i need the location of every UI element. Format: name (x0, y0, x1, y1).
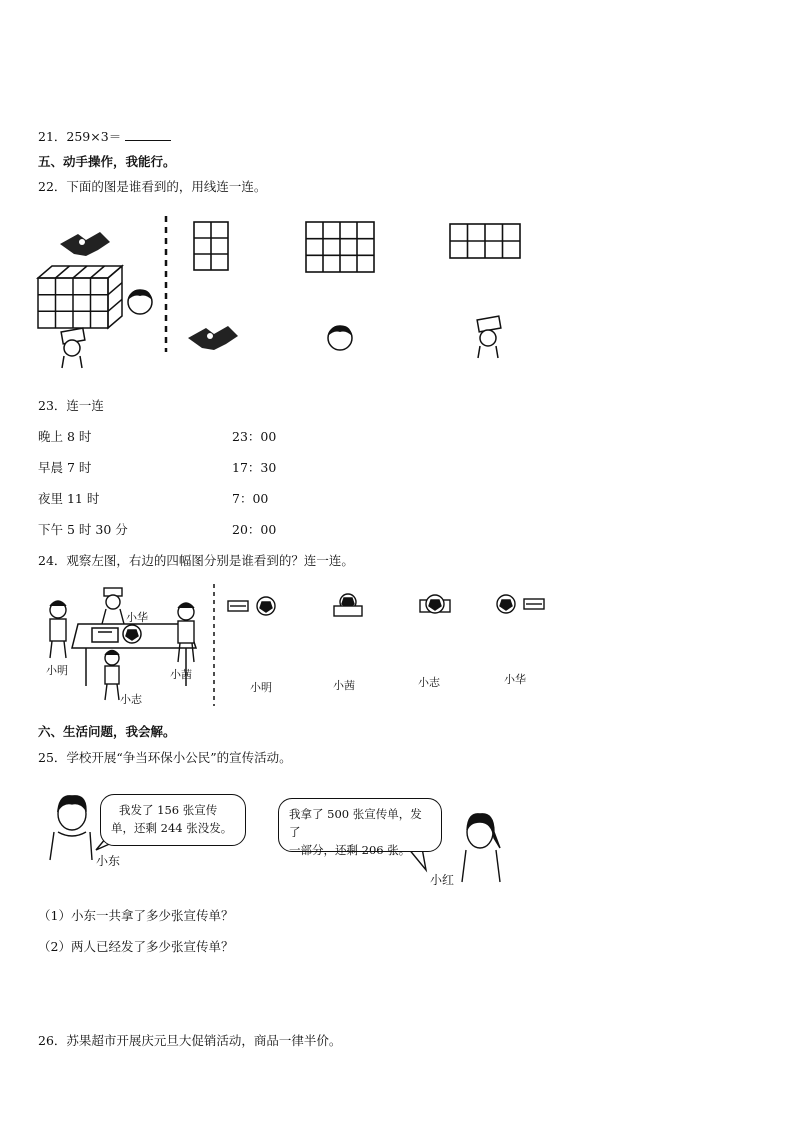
hat-person-icon (61, 328, 85, 368)
match-right-3[interactable]: 7：00 (232, 491, 269, 506)
bird-icon (188, 326, 238, 350)
question-25-sub-1: （1）小东一共拿了多少张宣传单？ (38, 908, 234, 923)
boy-xiaodong-icon (50, 796, 92, 860)
bubble-right-line-1: 我拿了 500 张宣传单，发了 (289, 807, 422, 839)
boy-head-icon (328, 326, 352, 350)
answer-blank[interactable] (125, 129, 171, 141)
view-1 (228, 597, 275, 615)
match-right-4[interactable]: 20：00 (232, 522, 277, 537)
view-label-2[interactable]: 小茜 (333, 679, 355, 692)
label-xiaozhi: 小志 (120, 693, 142, 706)
bubble-left-line-1: 我发了 156 张宣传 (119, 803, 218, 817)
girl-xiaohong-icon (462, 814, 500, 882)
section-6-heading: 六、生活问题，我会解。 (38, 724, 176, 739)
view-4 (497, 595, 544, 613)
name-xiaodong: 小东 (96, 854, 121, 868)
speech-bubble-right (278, 798, 442, 857)
question-24-text: 24．观察左图，右边的四幅图分别是谁看到的？连一连。 (38, 553, 354, 568)
view-grid-1 (194, 222, 228, 270)
q22-figure (30, 210, 550, 370)
bubble-left-line-2: 单，还剩 244 张没发。 (111, 821, 233, 835)
person-xiaozhi-icon (105, 651, 119, 701)
cube-stack (38, 266, 122, 328)
view-label-3[interactable]: 小志 (418, 676, 440, 689)
question-21-text: 21．259×3＝ (38, 129, 122, 144)
view-label-1[interactable]: 小明 (250, 681, 272, 694)
hat-person-icon (477, 316, 501, 358)
label-xiaoming: 小明 (46, 664, 68, 677)
question-22-text: 22．下面的图是谁看到的，用线连一连。 (38, 179, 267, 194)
name-xiaohong: 小红 (430, 873, 455, 887)
match-left-4[interactable]: 下午 5 时 30 分 (38, 522, 128, 537)
match-left-2[interactable]: 早晨 7 时 (38, 460, 92, 475)
q24-figure (36, 582, 556, 707)
question-25-text: 25．学校开展“争当环保小公民”的宣传活动。 (38, 750, 292, 765)
question-25-sub-2: （2）两人已经发了多少张宣传单？ (38, 939, 234, 954)
speech-bubble-left (100, 794, 246, 846)
bubble-right-line-2: 一部分，还剩 206 张。 (289, 843, 411, 857)
question-21 (38, 127, 171, 145)
question-23-title: 23．连一连 (38, 398, 104, 413)
section-5-heading: 五、动手操作，我能行。 (38, 154, 176, 169)
view-grid-3 (450, 224, 520, 258)
match-left-3[interactable]: 夜里 11 时 (38, 491, 100, 506)
view-grid-2 (306, 222, 374, 272)
label-xiaoxi: 小茜 (170, 668, 192, 681)
boy-head-icon (128, 290, 152, 314)
person-xiaohua-icon (102, 588, 124, 624)
view-3 (420, 595, 450, 613)
label-xiaohua: 小华 (126, 611, 148, 624)
question-26-text: 26．苏果超市开展庆元旦大促销活动，商品一律半价。 (38, 1033, 342, 1048)
view-2 (334, 594, 362, 616)
person-xiaoming-icon (50, 601, 66, 658)
bird-icon (60, 232, 110, 256)
match-right-1[interactable]: 23：00 (232, 429, 277, 444)
view-label-4[interactable]: 小华 (504, 673, 526, 686)
match-left-1[interactable]: 晚上 8 时 (38, 429, 92, 444)
match-right-2[interactable]: 17：30 (232, 460, 277, 475)
